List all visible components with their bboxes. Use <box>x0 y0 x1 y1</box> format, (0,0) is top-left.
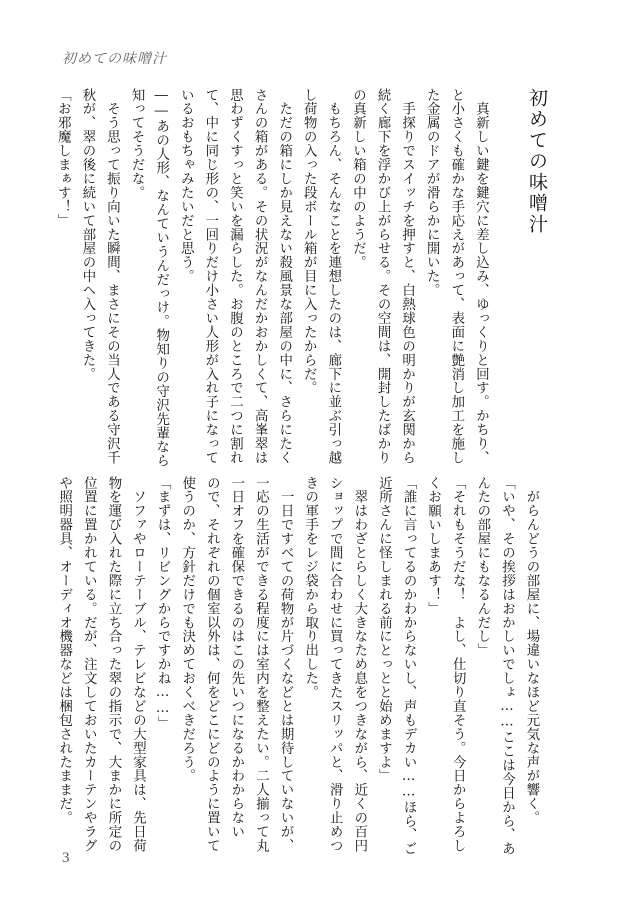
text-line: 「お邪魔しまぁす！」 <box>55 88 71 228</box>
text-line: 思わずくすっと笑いを漏らした。お腹のところで二つに割れ <box>227 88 243 465</box>
text-line: さんの箱がある。その状況がなんだかおかしくて、高峯翠は <box>252 88 268 465</box>
text-line: 物を運び入れた際に立ち合った翠の指示で、大まかに所定の <box>105 476 121 853</box>
text-line: ソファやローテーブル、テレビなどの大型家具は、先日荷 <box>130 476 146 853</box>
text-line: と小さくも確かな手応えがあって、表面に艶消し加工を施し <box>448 88 464 465</box>
running-head: 初めての味噌汁 <box>62 51 167 67</box>
text-line: がらんどうの部屋に、場違いなほど元気な声が響く。 <box>524 476 539 825</box>
text-line: 使うのか、方針だけでも決めておくべきだろう。 <box>179 476 195 783</box>
text-line: し荷物の入った段ボール箱が目に入ったからだ。 <box>301 88 317 395</box>
chapter-title: 初めての味噌汁 <box>526 88 548 235</box>
text-line: 「いや、その挨拶はおかしいでしょ……ここは今日から、あ <box>499 476 515 856</box>
bottom-text-block <box>51 476 543 856</box>
top-text-block <box>50 88 549 468</box>
text-line: ショップで間に合わせに買ってきたスリッパと、滑り止めつ <box>327 476 343 853</box>
text-line: 近所さんに怪しまれる前にとっとと始めますよ」 <box>376 476 392 783</box>
text-line: 位置に置かれている。だが、注文しておいたカーテンやラグ <box>81 476 97 853</box>
text-line: た金属のドアが滑らかに開いた。 <box>424 88 440 298</box>
text-line: くお願いしまあす！」 <box>425 476 441 616</box>
text-line: 一日オフを確保できるのはこの先いつになるかわからない <box>228 476 244 839</box>
text-line: もちろん、そんなことを連想したのは、廊下に並ぶ引っ越 <box>325 88 341 465</box>
text-line: ただの箱にしか見えない殺風景な部屋の中に、さらにたく <box>276 88 292 465</box>
text-line: 手探りでスイッチを押すと、白熱球色の明かりが玄関から <box>399 88 415 465</box>
text-line: んたの部屋にもなるんだし」 <box>474 476 490 658</box>
text-line: いるおもちゃみたいだと思う。 <box>178 88 194 284</box>
text-line: ので、それぞれの個室以外は、何をどこにどのように置いて <box>204 476 220 853</box>
page-number: 3 <box>62 850 70 866</box>
text-line: 続く廊下を浮かび上がらせる。その空間は、開封したばかり <box>375 88 391 465</box>
text-line: きの軍手をレジ袋から取り出した。 <box>302 476 318 700</box>
text-line: 「誰に言ってるのかわからないし、声もデカい……ほら、ご <box>401 476 417 856</box>
text-line: そう思って振り向いた瞬間、まさにその当人である守沢千 <box>104 88 120 465</box>
text-line: ――あの人形、なんていうんだっけ。物知りの守沢先輩なら <box>153 88 169 468</box>
text-line: 真新しい鍵を鍵穴に差し込み、ゆっくりと回す。かちり、 <box>473 88 489 465</box>
text-line: 「それもそうだな！ よし、仕切り直そう。今日からよろし <box>450 476 466 853</box>
text-line: 翠はわざとらしく大きなため息をつきながら、近くの百円 <box>351 476 367 853</box>
text-line: 知ってそうだな。 <box>129 88 145 200</box>
text-line: 一応の生活ができる程度には室内を整えたい。二人揃って丸 <box>253 476 269 853</box>
text-line: の真新しい箱の中のようだ。 <box>350 88 366 270</box>
text-line: 秋が、翠の後に続いて部屋の中へ入ってきた。 <box>79 88 95 381</box>
text-line: 一日ですべての荷物が片づくなどとは期待していないが、 <box>278 476 294 853</box>
text-line: や照明器具、オーディオ機器などは梱包されたままだ。 <box>56 476 72 825</box>
text-line: て、中に同じ形の、一回りだけ小さい人形が入れ子になって <box>202 88 218 465</box>
text-line: 「まずは、リビングからですかね……」 <box>155 476 171 731</box>
